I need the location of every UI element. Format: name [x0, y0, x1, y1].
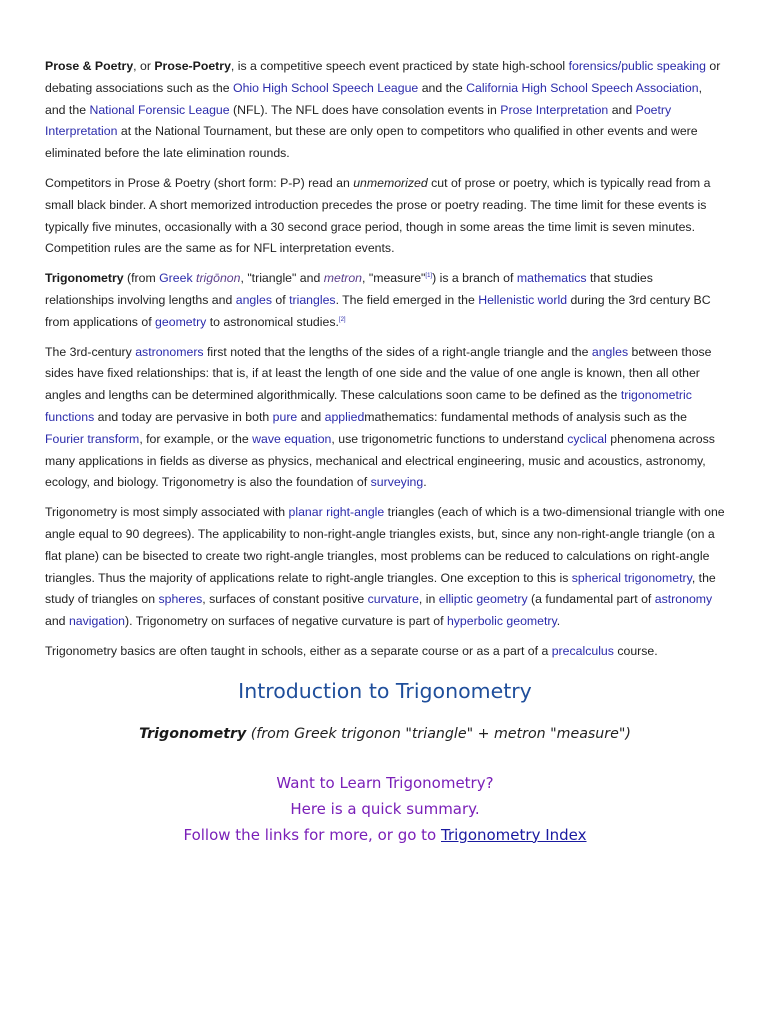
link-geometry[interactable]: geometry: [155, 314, 207, 329]
link-pure[interactable]: pure: [272, 409, 298, 424]
text: "measure"): [545, 725, 631, 742]
reference-1[interactable]: [1]: [425, 273, 433, 280]
link-astronomers[interactable]: astronomers: [135, 344, 204, 359]
paragraph-history: [45, 342, 725, 495]
link-cyclical[interactable]: cyclical: [567, 431, 607, 446]
text: , surfaces of constant positive: [202, 592, 368, 607]
text: and: [608, 102, 636, 117]
link-hellenistic-world[interactable]: Hellenistic world: [478, 292, 568, 307]
text: , the study of triangles on: [45, 570, 716, 607]
link-triangles[interactable]: triangles: [289, 292, 336, 307]
text: The 3rd-century: [45, 344, 136, 359]
link-spheres[interactable]: spheres: [158, 592, 203, 607]
link-wave-equation[interactable]: wave equation: [252, 431, 332, 446]
text: and the: [418, 80, 467, 95]
link-angles[interactable]: angles: [591, 344, 629, 359]
text: and: [297, 409, 325, 424]
text: or debating associations such as the: [45, 59, 721, 95]
text: that studies relationships involving lengths and: [45, 271, 653, 307]
text: phenomena across many applications in fields as diverse as physics, mechanical and electrical engineering, music and acoustics, astronomy, ecology, and biology. Trigonometry is also the foundation of: [45, 431, 715, 490]
text: of: [271, 292, 290, 307]
article: [45, 56, 725, 848]
text: Trigonometry is most simply associated with: [45, 505, 289, 520]
text: .: [423, 475, 427, 490]
text: between those sides have fixed relationships: that is, if at least the length of one side and the value of one angle is known, then all other angles and lengths can be determined algorithmically. These calculations soon came to be defined as the: [45, 344, 712, 403]
text: at the National Tournament, but these are only open to competitors who qualified in other events and were eliminated before the late elimination rounds.: [45, 124, 698, 161]
link-greek[interactable]: Greek: [159, 271, 193, 286]
link-applied[interactable]: applied: [324, 409, 365, 424]
intro-subtitle: [45, 724, 725, 744]
intro-heading: Introduction to Trigonometry: [238, 678, 532, 703]
text: ) is a branch of: [432, 271, 517, 286]
term-trigonon: trigōnon: [196, 271, 241, 286]
text: , is a competitive speech event practiced by state high-school: [230, 59, 569, 73]
text: to astronomical studies.: [206, 314, 339, 329]
text: cut of prose or poetry, which is typically read from a small black binder. A short memorized introduction precedes the prose or poetry reading. The time limit for these events is typically five minutes, occasionally with a 30 second grace period, though in some areas the time limit is seven minutes. Competition rules are the same as for NFL interpretation events.: [45, 175, 711, 256]
text: first noted that the lengths of the sides of a right-angle triangle and the: [203, 344, 592, 359]
link-forensics[interactable]: forensics/public speaking: [568, 59, 706, 73]
paragraph-basics: [45, 641, 725, 663]
link-curvature[interactable]: curvature: [367, 592, 419, 607]
link-national-forensic-league[interactable]: National Forensic League: [89, 102, 230, 117]
text: Competitors in Prose & Poetry (short form: P-P) read an: [45, 175, 354, 190]
text: (NFL). The NFL does have consolation events in: [229, 102, 501, 117]
text: , or: [133, 59, 155, 73]
text: (a fundamental part of: [527, 592, 655, 607]
promo-block: [45, 770, 725, 848]
text: (from: [123, 271, 160, 286]
promo-line-1: Want to Learn Trigonometry?: [276, 773, 494, 792]
link-angles[interactable]: angles: [235, 292, 272, 307]
text: , "triangle" and: [240, 271, 324, 286]
text: , for example, or the: [139, 431, 253, 446]
link-precalculus[interactable]: precalculus: [551, 643, 614, 658]
text: , "measure": [362, 271, 426, 286]
link-planar[interactable]: planar: [288, 505, 323, 520]
text: Follow the links for more, or go to: [183, 825, 441, 844]
link-navigation[interactable]: navigation: [68, 614, 126, 629]
text: , use trigonometric functions to understand: [331, 431, 568, 446]
link-ohio-speech-league[interactable]: Ohio High School Speech League: [233, 80, 419, 95]
text: during the 3rd century BC from applications of: [45, 292, 711, 329]
text: course.: [613, 643, 658, 658]
term-bold: Prose-Poetry: [154, 59, 231, 73]
paragraph-right-angle: [45, 502, 725, 633]
text: , in: [418, 592, 439, 607]
link-poetry-interpretation[interactable]: Poetry Interpretation: [45, 102, 672, 139]
text: mathematics: fundamental methods of analysis such as the: [364, 409, 687, 424]
text: triangles (each of which is a two-dimensional triangle with one angle equal to 90 degrees). The applicability to non-right-angle triangles exists, but, since any non-right-angle triangle (on a flat plane) can be bisected to create two right-angle triangles, most problems can be reduced to calculations on right-angle triangles. Thus the majority of applications relate to right-angle triangles. One exception to this is: [45, 505, 725, 585]
link-astronomy[interactable]: astronomy: [654, 592, 713, 607]
text: .: [556, 614, 561, 629]
link-fourier-transform[interactable]: Fourier transform: [45, 431, 140, 446]
text: (from Greek: [246, 725, 342, 742]
link-california-speech-association[interactable]: California High School Speech Association: [466, 80, 699, 95]
link-spherical-trigonometry[interactable]: spherical trigonometry: [571, 570, 692, 585]
link-trigonometric-functions[interactable]: trigonometric functions: [45, 388, 692, 424]
text: trigonon: [341, 725, 401, 742]
paragraph-competitors: [45, 173, 725, 260]
term-bold: Trigonometry: [45, 271, 124, 286]
link-trigonometry-index[interactable]: Trigonometry Index: [441, 825, 587, 844]
link-prose-interpretation[interactable]: Prose Interpretation: [500, 102, 609, 117]
term-bold: Trigonometry: [139, 725, 247, 742]
promo-line-3: [45, 822, 725, 848]
link-mathematics[interactable]: mathematics: [516, 271, 587, 286]
emphasis: unmemorized: [353, 175, 428, 190]
text: , and the: [45, 80, 702, 117]
text: and today are pervasive in both: [94, 409, 273, 424]
promo-line-2: Here is a quick summary.: [290, 799, 480, 818]
text: . The field emerged in the: [335, 292, 479, 307]
link-right-angle[interactable]: right-angle: [326, 505, 385, 520]
link-surveying[interactable]: surveying: [370, 475, 424, 490]
text: ). Trigonometry on surfaces of negative curvature is part of: [125, 614, 447, 629]
text: "triangle" +: [400, 725, 494, 742]
paragraph-trigonometry-definition: [45, 268, 725, 333]
term-bold: Prose & Poetry: [45, 59, 134, 73]
link-hyperbolic-geometry[interactable]: hyperbolic geometry: [446, 614, 557, 629]
paragraph-prose-poetry: [45, 56, 725, 165]
text: and: [45, 614, 69, 629]
term-metron: metron: [323, 271, 363, 286]
text: metron: [494, 725, 546, 742]
link-elliptic-geometry[interactable]: elliptic geometry: [438, 592, 528, 607]
reference-2[interactable]: [2]: [338, 316, 346, 323]
text: Trigonometry basics are often taught in schools, either as a separate course or as a part of a: [45, 643, 552, 658]
